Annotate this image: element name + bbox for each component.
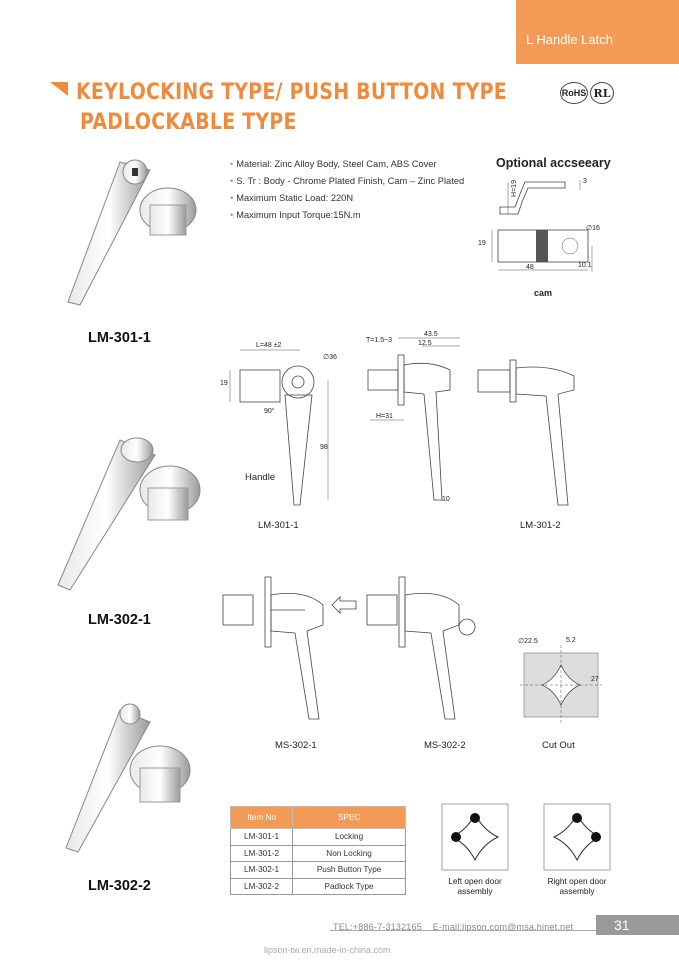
- handle-label: Handle: [245, 472, 276, 483]
- dim-dia16: ∅16: [586, 225, 600, 232]
- dim-t15: T=1.5~3: [366, 337, 393, 344]
- spec-item: • Maximum Static Load: 220N: [230, 190, 464, 207]
- rohs-badge: RoHS: [560, 82, 588, 104]
- lm-301-1-drawing: [220, 340, 350, 510]
- dim-l48: L=48 ±2: [256, 342, 282, 349]
- table-row: [231, 862, 406, 879]
- table-cell: LM-302-1: [231, 862, 293, 879]
- dim-98: 98: [320, 444, 328, 451]
- dim-10: 10: [442, 496, 450, 503]
- right-assembly-diagram: [540, 800, 614, 874]
- page-number: 31: [596, 915, 679, 935]
- table-cell: Push Button Type: [293, 862, 406, 879]
- dim-5-2: 5.2: [566, 637, 576, 644]
- table-cell: Padlock Type: [293, 878, 406, 895]
- dim-h19: H=19: [510, 180, 518, 197]
- table-header-item-no: Item No: [231, 807, 293, 829]
- table-header-spec: SPEC: [293, 807, 406, 829]
- optional-accessory-title: Optional accseeary: [496, 156, 611, 170]
- title-marker-icon: [50, 82, 68, 96]
- cam-label: cam: [534, 288, 553, 298]
- dim-90: 90°: [264, 408, 275, 415]
- page-title-line1: KEYLOCKING TYPE/ PUSH BUTTON TYPE: [76, 80, 507, 105]
- model-lm-302-2: LM-302-2: [88, 878, 151, 894]
- drawing-label-lm-301-2: LM-301-2: [520, 520, 561, 531]
- rl-badge: RL: [590, 82, 614, 104]
- table-row: [231, 829, 406, 846]
- footer-tel: TEL:+886-7-3132165: [333, 922, 422, 932]
- dim-d36: ∅36: [323, 354, 337, 361]
- table-cell: Locking: [293, 829, 406, 846]
- spec-table: [230, 806, 406, 895]
- dim-43-5: 43.5: [424, 331, 438, 338]
- lm-301-1-photo: [50, 150, 210, 315]
- dim-h31: H=31: [376, 413, 393, 420]
- table-cell: LM-302-2: [231, 878, 293, 895]
- spec-item: • Maximum Input Torque:15N.m: [230, 207, 464, 224]
- dim-10-1: 10.1: [578, 262, 592, 269]
- table-cell: LM-301-2: [231, 845, 293, 862]
- dim-19: 19: [478, 240, 486, 247]
- model-lm-302-1: LM-302-1: [88, 612, 151, 628]
- spec-item: • S. Tr : Body - Chrome Plated Finish, Cam – Zinc Plated: [230, 173, 464, 190]
- dim-19-b: 19: [220, 380, 228, 387]
- dim-27: 27: [591, 676, 599, 683]
- table-row: [231, 845, 406, 862]
- footer-contact: [333, 922, 573, 932]
- spec-list: [230, 156, 464, 224]
- section-tab-label: L Handle Latch: [526, 32, 613, 47]
- dim-3: 3: [583, 178, 587, 185]
- footer-email[interactable]: E-mail:lipson.com@msa.hinet.net: [432, 922, 574, 932]
- drawing-label-cutout: Cut Out: [542, 740, 575, 751]
- drawing-label-ms-302-1: MS-302-1: [275, 740, 317, 751]
- lm-301-2-drawing: [470, 350, 590, 510]
- table-row: [231, 878, 406, 895]
- table-cell: Non Locking: [293, 845, 406, 862]
- spec-item: • Material: Zinc Alloy Body, Steel Cam, ABS Cover: [230, 156, 464, 173]
- dim-48: 48: [526, 264, 534, 271]
- drawing-label-ms-302-2: MS-302-2: [424, 740, 466, 751]
- footer-website[interactable]: lipson-tw.en.made-in-china.com: [264, 945, 391, 955]
- page-title-line2: PADLOCKABLE TYPE: [80, 110, 297, 135]
- dim-12-5: 12.5: [418, 340, 432, 347]
- right-assembly-label: Right open door assembly: [547, 876, 607, 896]
- model-lm-301-1: LM-301-1: [88, 330, 151, 346]
- lm-302-2-photo: [50, 700, 210, 860]
- left-assembly-label: Left open door assembly: [448, 876, 502, 896]
- ms-302-1-drawing: [215, 575, 335, 725]
- section-tab: [516, 0, 679, 64]
- ms-302-2-drawing: [355, 575, 485, 725]
- side-view-drawing: [360, 330, 470, 510]
- left-assembly-diagram: [438, 800, 512, 874]
- lm-302-1-photo: [40, 430, 210, 600]
- table-cell: LM-301-1: [231, 829, 293, 846]
- dim-d22-5: ∅22.5: [518, 638, 538, 645]
- drawing-label-lm-301-1: LM-301-1: [258, 520, 299, 531]
